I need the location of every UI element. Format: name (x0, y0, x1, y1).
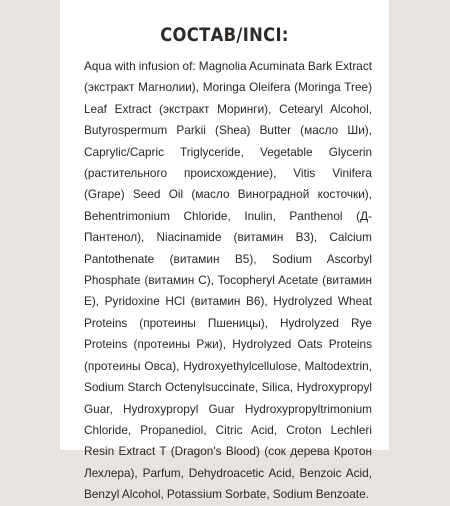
composition-heading: СОСТАВ/INCI: (160, 24, 289, 46)
ingredients-list: Aqua with infusion of: Magnolia Acuminata Bark Extract (экстракт Магнолии), Moringa Oleifera (Moringa Tree) Leaf Extract (экстракт Моринги), Cetearyl Alcohol, Butyrospermum Parkii (Shea) Butter (масло Ши), Caprylic/Capric Triglyceride, Vegetable Glycerin (растительного происхождение), Vitis Vinifera (Grape) Seed Oil (масло Виноградной косточки), Behentrimonium Chloride, Inulin, Panthenol (Д-Пантенол), Niacinamide (витамин B3), Calcium Pantothenate (витамин B5), Sodium Ascorbyl Phosphate (витамин C), Tocopheryl Acetate (витамин E), Pyridoxine HCl (витамин B6), Hydrolyzed Wheat Proteins (протеины Пшеницы), Hydrolyzed Rye Proteins (протеины Ржи), Hydrolyzed Oats Proteins (протеины Овса), Hydroxyethylcellulose, Maltodextrin, Sodium Starch Octenylsuccinate, Silica, Hydroxypropyl Guar, Hydroxypropyl Guar Hydroxypropyltrimonium Chloride, Propanediol, Citric Acid, Croton Lechleri Resin Extract T (Dragon's Blood) (сок дерева Кротон Лехлера), Parfum, Dehydroacetic Acid, Benzoic Acid, Benzyl Alcohol, Potassium Sorbate, Sodium Benzoate. (84, 59, 372, 502)
ingredients-text-area (84, 56, 372, 502)
ingredients-panel (60, 0, 389, 502)
